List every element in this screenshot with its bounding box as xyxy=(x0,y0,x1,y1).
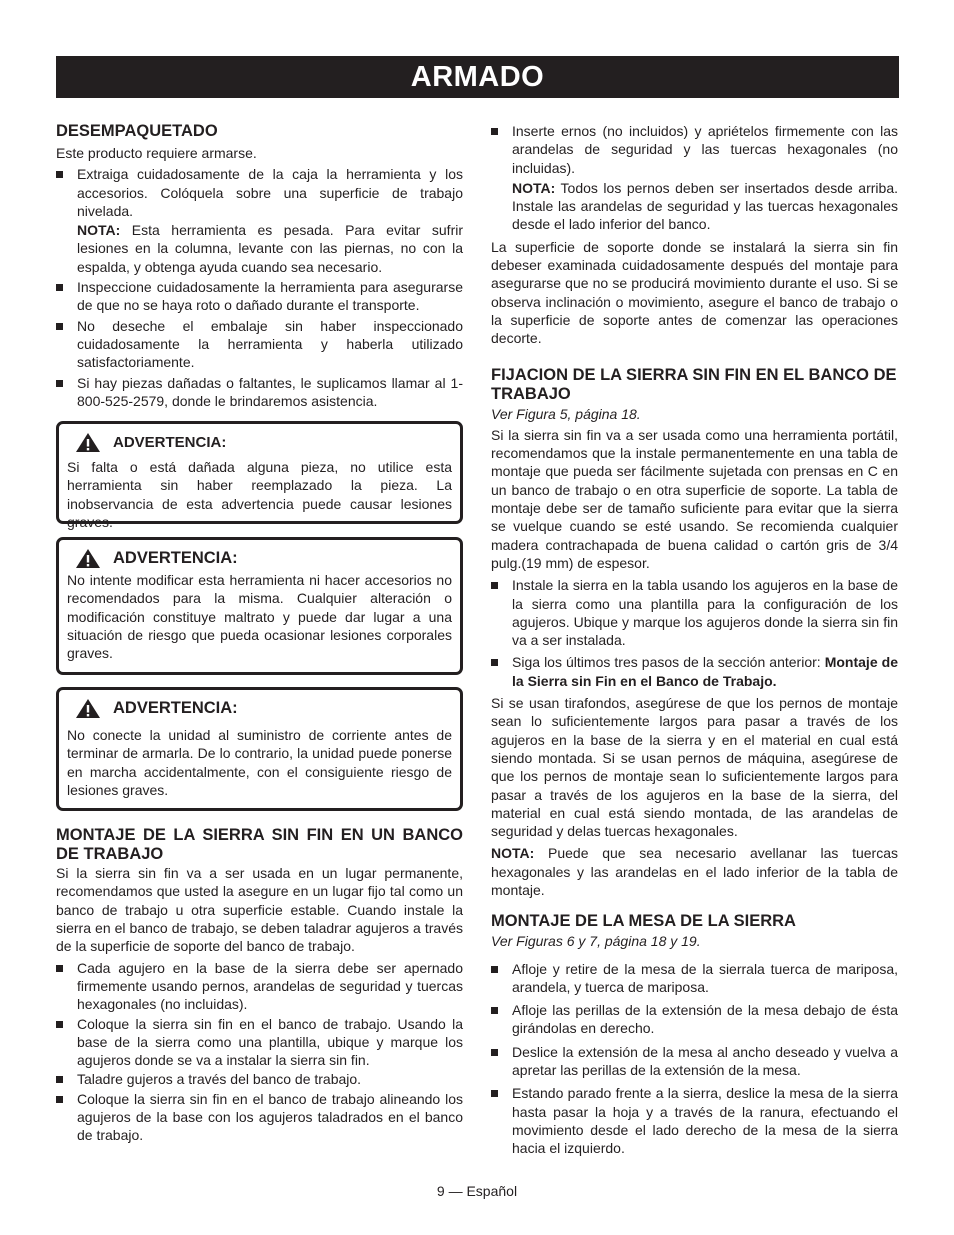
list-item: Afloje y retire de la mesa de la sierrala tuerca de mariposa, arandela, y tuerca de mariposa. xyxy=(491,960,898,997)
note-label: NOTA: xyxy=(491,845,535,862)
list-item: Inserte ernos (no incluidos) y apriételos firmemente con las arandelas de seguridad y las tuercas hexagonales (no incluidas). xyxy=(491,122,898,177)
fijacion-intro: Si la sierra sin fin va a ser usada como una herramienta portátil, recomendamos que la instale permanentemente en una tabla de montaje que pueda ser fácilmente sujetada con prensas en C en un banco de trabajo o en otra superficie de soporte. La tabla de montaje debe ser de tamaño suficiente para evitar que la sierra se vuelque cuando se esté usando. Se recomienda cualquier madera contrachapada de buena calidad o cartón gris de 3/4 pulg.(19 mm) de espesor. xyxy=(491,426,898,571)
list-item: Coloque la sierra sin fin en el banco de trabajo. Usando la base de la sierra como una plantilla, ubique y marque los agujeros donde se va a instalar la sierra sin fin. xyxy=(56,1015,463,1070)
unpack-list-2 xyxy=(56,278,463,410)
unpack-note xyxy=(56,221,463,276)
warning-text: No intente modificar esta herramienta ni hacer accesorios no recomendados para la misma. Cualquier alteración o modificación constituye maltrato y puede dar lugar a una situación de riesgo que pueda ocasionar lesiones corporales graves. xyxy=(67,572,452,662)
list-item: Coloque la sierra sin fin en el banco de trabajo alineando los agujeros de la base con los agujeros taladrados en el banco de trabajo. xyxy=(56,1090,463,1145)
warning-triangle-icon xyxy=(75,548,101,569)
warning-box xyxy=(56,421,463,531)
list-item: No deseche el embalaje sin haber inspeccionado cuidadosamente la herramienta y haberla utilizado satisfactoriamente. xyxy=(56,317,463,372)
list-item-bold: Montaje de la Sierra sin Fin en el Banco de Trabajo. xyxy=(512,654,898,689)
list-item: Instale la sierra en la tabla usando los agujeros en la base de la sierra como una plantilla para la configuración de los agujeros. Ubique y marque los agujeros donde la sierra sin fin va a ser instalada. xyxy=(491,576,898,649)
note-text: Todos los pernos deben ser insertados desde arriba. Instale las arandelas de seguridad y las tuercas hexagonales desde el lado inferior del banco. xyxy=(512,179,898,233)
figure-reference: Ver Figura 5, página 18. xyxy=(491,405,641,422)
warning-triangle-icon xyxy=(75,698,101,719)
list-item xyxy=(491,653,898,690)
warning-text: Si falta o está dañada alguna pieza, no utilice esta herramienta sin haber reemplazado la pieza. La inobservancia de esta advertencia puede causar lesiones graves. xyxy=(67,459,452,531)
list-item: Taladre gujeros a través del banco de trabajo. xyxy=(56,1070,463,1088)
montaje-cont-list xyxy=(491,122,898,177)
page-number: 9 — Español xyxy=(436,1183,518,1199)
warning-box xyxy=(56,687,463,811)
list-item: Deslice la extensión de la mesa al ancho deseado y vuelva a apretar las perillas de la extensión de la mesa. xyxy=(491,1043,898,1080)
warning-title: ADVERTENCIA: xyxy=(113,549,238,568)
fijacion-paragraph: Si se usan tirafondos, asegúrese de que los pernos de montaje sean lo suficientemente largos para pasar a través de los agujeros en la base de la sierra y en el material en cual está siendo montada. Si se usan pernos de máquina, asegúrese de que los pernos de montaje sean lo suficientemente largos para pasar a través de los agujeros en la base de la sierra, del material en cual está siendo montada, de las arandelas de seguridad y delas tuercas hexagonales. xyxy=(491,695,898,840)
list-item: Si hay piezas dañadas o faltantes, le suplicamos llamar al 1-800-525-2579, donde le brindaremos asistencia. xyxy=(56,374,463,411)
page-title: ARMADO xyxy=(56,56,899,98)
fijacion-list xyxy=(491,576,898,690)
warning-title: ADVERTENCIA: xyxy=(113,434,227,452)
list-item: Extraiga cuidadosamente de la caja la herramienta y los accesorios. Colóquela sobre una superficie de trabajo nivelada. xyxy=(56,165,463,220)
mesa-list xyxy=(491,960,898,1158)
list-item: Inspeccione cuidadosamente la herramienta para asegurarse de que no se haya roto o dañado durante el transporte. xyxy=(56,278,463,315)
figure-reference: Ver Figuras 6 y 7, página 18 y 19. xyxy=(491,933,701,950)
list-item: Estando parado frente a la sierra, deslice la mesa de la sierra hasta pasar la hoja y a través de la ranura, efectuando el movimiento desde el lado derecho de la mesa de la sierra hacia el izquierdo. xyxy=(491,1084,898,1157)
unpack-list xyxy=(56,165,463,220)
warning-title: ADVERTENCIA: xyxy=(113,699,238,718)
list-item-text: Siga los últimos tres pasos de la sección anterior: xyxy=(512,654,825,671)
montaje-intro: Si la sierra sin fin va a ser usada en un lugar permanente, recomendamos que usted la asegure en un lugar fijo tal como un banco de trabajo u otra superficie estable. Cuando instale la sierra en el banco de trabajo, se deben taladrar agujeros a través de la superficie de soporte del banco de trabajo. xyxy=(56,865,463,955)
fijacion-note xyxy=(491,844,898,899)
support-paragraph: La superficie de soporte donde se instalará la sierra sin fin debeser examinada cuidadosamente después del montaje para asegurarse que no se producirá movimiento durante el uso. Si se observa inclinación o movimiento, asegure el banco de trabajo o la superficie de soporte antes de comenzar las operaciones decorte. xyxy=(491,238,898,347)
section-heading-fijacion: FIJACION DE LA SIERRA SIN FIN EN EL BANCO DE TRABAJO xyxy=(491,365,897,403)
note-text: Esta herramienta es pesada. Para evitar sufrir lesiones en la columna, levante con las piernas, no con la espalda, y obtenga ayuda cuando sea necesario. xyxy=(77,222,463,275)
list-item: Cada agujero en la base de la sierra debe ser apernado firmemente usando pernos, arandelas de seguridad y tuercas hexagonales (no incluidas). xyxy=(56,959,463,1014)
warning-triangle-icon xyxy=(75,432,101,453)
note-label: NOTA: xyxy=(77,222,121,239)
list-item: Afloje las perillas de la extensión de la mesa debajo de ésta girándolas en derecho. xyxy=(491,1001,898,1038)
warning-box xyxy=(56,537,463,675)
note-text: Puede que sea necesario avellanar las tuercas hexagonales y las arandelas en el lado inferior de la tabla de montaje. xyxy=(491,845,898,898)
montaje-note xyxy=(491,179,898,234)
section-heading-montaje: MONTAJE DE LA SIERRA SIN FIN EN UN BANCO DE TRABAJO xyxy=(56,826,463,864)
section-heading-desempaquetado: DESEMPAQUETADO xyxy=(56,122,218,140)
montaje-list xyxy=(56,959,463,1145)
section-heading-mesa: MONTAJE DE LA MESA DE LA SIERRA xyxy=(491,912,796,931)
left-column xyxy=(56,122,463,1145)
warning-text: No conecte la unidad al suministro de corriente antes de terminar de armarla. De lo contrario, la unidad puede ponerse en marcha accidentalmente, con el consiguiente riesgo de lesiones graves. xyxy=(67,727,452,799)
right-column xyxy=(491,122,898,1158)
unpack-intro: Este producto requiere armarse. xyxy=(56,145,257,161)
note-label: NOTA: xyxy=(512,179,556,196)
